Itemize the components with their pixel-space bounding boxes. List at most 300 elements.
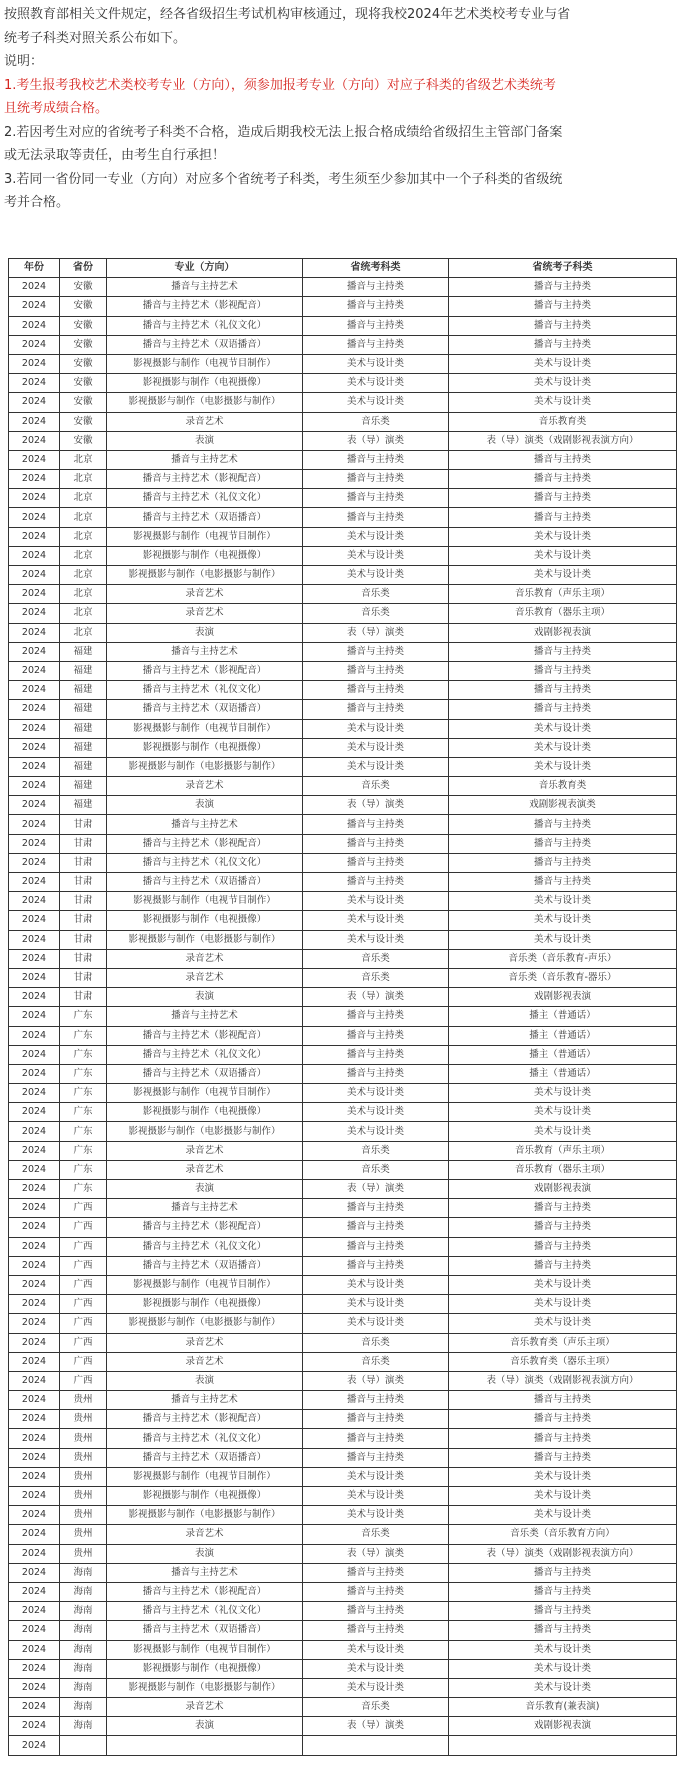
cell-exam-category: 美术与设计类 [303,719,449,738]
cell-exam-category: 播音与主持类 [303,642,449,661]
table-row [9,393,677,412]
cell-exam-category: 音乐类 [303,604,449,623]
cell-year: 2024 [9,1256,60,1275]
cell-province: 安徽 [60,354,107,373]
cell-year: 2024 [9,1544,60,1563]
cell-major: 播音与主持艺术 [107,815,303,834]
cell-year: 2024 [9,892,60,911]
cell-major: 录音艺术 [107,412,303,431]
cell-exam-subcategory: 播音与主持类 [449,335,677,354]
cell-year: 2024 [9,1698,60,1717]
cell-exam-subcategory: 播音与主持类 [449,1602,677,1621]
cell-exam-subcategory: 音乐类（音乐教育-器乐） [449,968,677,987]
cell-province: 广西 [60,1275,107,1294]
cell-province: 甘肃 [60,949,107,968]
table-row [9,1007,677,1026]
table-row [9,1352,677,1371]
cell-year: 2024 [9,431,60,450]
cell-exam-category: 播音与主持类 [303,1410,449,1429]
cell-exam-category: 美术与设计类 [303,354,449,373]
cell-province: 北京 [60,585,107,604]
table-row [9,1736,677,1755]
cell-exam-subcategory: 播音与主持类 [449,316,677,335]
cell-province: 广东 [60,1084,107,1103]
cell-year: 2024 [9,566,60,585]
cell-exam-category: 音乐类 [303,585,449,604]
cell-province: 贵州 [60,1487,107,1506]
cell-exam-subcategory: 美术与设计类 [449,354,677,373]
intro-line-2: 统考子科类对照关系公布如下。 [4,30,187,46]
cell-exam-subcategory: 戏剧影视表演 [449,623,677,642]
cell-year: 2024 [9,1180,60,1199]
cell-province: 海南 [60,1717,107,1736]
cell-year: 2024 [9,1659,60,1678]
cell-year: 2024 [9,1621,60,1640]
cell-exam-category: 播音与主持类 [303,1563,449,1582]
cell-major: 播音与主持艺术 [107,1563,303,1582]
cell-year: 2024 [9,1237,60,1256]
cell-province: 广东 [60,1103,107,1122]
table-body [9,278,677,1755]
cell-year: 2024 [9,1563,60,1582]
table-row [9,1410,677,1429]
cell-year: 2024 [9,1602,60,1621]
cell-major [107,1736,303,1755]
table-row [9,354,677,373]
cell-exam-subcategory: 音乐教育(兼表演) [449,1698,677,1717]
cell-province: 福建 [60,738,107,757]
cell-year: 2024 [9,777,60,796]
cell-province: 北京 [60,470,107,489]
cell-year: 2024 [9,1352,60,1371]
cell-province: 北京 [60,527,107,546]
cell-exam-subcategory: 音乐教育（器乐主项） [449,1160,677,1179]
cell-province: 甘肃 [60,911,107,930]
cell-exam-category: 表（导）演类 [303,1371,449,1390]
cell-exam-subcategory: 美术与设计类 [449,1640,677,1659]
cell-exam-subcategory: 播音与主持类 [449,1410,677,1429]
cell-exam-subcategory: 表（导）演类（戏剧影视表演方向） [449,1544,677,1563]
cell-exam-subcategory: 播主（普通话） [449,1045,677,1064]
major-mapping-table-wrapper [8,258,676,1756]
table-row [9,1678,677,1697]
cell-province: 北京 [60,566,107,585]
cell-exam-category: 美术与设计类 [303,1659,449,1678]
cell-province: 贵州 [60,1506,107,1525]
cell-province: 甘肃 [60,988,107,1007]
cell-exam-category: 播音与主持类 [303,450,449,469]
cell-year: 2024 [9,546,60,565]
table-row [9,1333,677,1352]
cell-province: 安徽 [60,297,107,316]
table-row [9,1045,677,1064]
table-row [9,1717,677,1736]
cell-exam-category: 表（导）演类 [303,1180,449,1199]
cell-year: 2024 [9,470,60,489]
cell-province: 安徽 [60,431,107,450]
cell-exam-subcategory: 音乐类（音乐教育-声乐） [449,949,677,968]
cell-province: 广西 [60,1237,107,1256]
cell-exam-subcategory: 美术与设计类 [449,1084,677,1103]
table-row [9,278,677,297]
cell-exam-category: 美术与设计类 [303,930,449,949]
cell-major: 播音与主持艺术（影视配音） [107,1410,303,1429]
cell-major: 影视摄影与制作（电视摄像） [107,911,303,930]
cell-exam-category: 表（导）演类 [303,796,449,815]
cell-year: 2024 [9,527,60,546]
cell-year: 2024 [9,374,60,393]
cell-year: 2024 [9,1525,60,1544]
table-row [9,470,677,489]
cell-major: 播音与主持艺术 [107,1391,303,1410]
cell-exam-subcategory: 美术与设计类 [449,757,677,776]
cell-exam-subcategory: 美术与设计类 [449,1314,677,1333]
cell-province: 甘肃 [60,873,107,892]
cell-major: 播音与主持艺术（礼仪文化） [107,1602,303,1621]
cell-exam-category: 美术与设计类 [303,1487,449,1506]
cell-major: 影视摄影与制作（电视节目制作） [107,1084,303,1103]
cell-exam-category: 播音与主持类 [303,1256,449,1275]
cell-major: 播音与主持艺术（影视配音） [107,470,303,489]
cell-exam-subcategory: 美术与设计类 [449,719,677,738]
cell-exam-category: 音乐类 [303,968,449,987]
cell-exam-subcategory: 美术与设计类 [449,1103,677,1122]
cell-major: 播音与主持艺术（礼仪文化） [107,681,303,700]
cell-exam-category: 播音与主持类 [303,278,449,297]
cell-province: 广东 [60,1045,107,1064]
cell-exam-subcategory: 播音与主持类 [449,1256,677,1275]
cell-year: 2024 [9,1218,60,1237]
table-row [9,1602,677,1621]
table-row [9,1582,677,1601]
table-row [9,930,677,949]
note-1-line-1: 1.考生报考我校艺术类校考专业（方向），须参加报考专业（方向）对应子科类的省级艺术类统考 [4,77,556,93]
cell-major: 录音艺术 [107,1141,303,1160]
cell-major: 影视摄影与制作（电影摄影与制作） [107,930,303,949]
cell-exam-subcategory: 美术与设计类 [449,527,677,546]
cell-year: 2024 [9,354,60,373]
cell-major: 录音艺术 [107,1333,303,1352]
cell-major: 表演 [107,1180,303,1199]
table-row [9,585,677,604]
cell-year: 2024 [9,1199,60,1218]
table-row [9,681,677,700]
cell-exam-category: 播音与主持类 [303,700,449,719]
cell-year: 2024 [9,1448,60,1467]
table-row [9,661,677,680]
cell-exam-subcategory: 播音与主持类 [449,1621,677,1640]
cell-exam-subcategory: 播音与主持类 [449,1582,677,1601]
cell-exam-subcategory: 美术与设计类 [449,1487,677,1506]
cell-exam-category: 美术与设计类 [303,1640,449,1659]
cell-year: 2024 [9,1410,60,1429]
cell-exam-subcategory: 播音与主持类 [449,834,677,853]
table-row [9,949,677,968]
cell-province: 甘肃 [60,892,107,911]
cell-major: 表演 [107,623,303,642]
table-row [9,489,677,508]
cell-major: 播音与主持艺术（双语播音） [107,700,303,719]
cell-major: 影视摄影与制作（电视摄像） [107,1659,303,1678]
cell-year: 2024 [9,1295,60,1314]
cell-province: 北京 [60,604,107,623]
table-row [9,719,677,738]
cell-major: 影视摄影与制作（电视节目制作） [107,1275,303,1294]
cell-year: 2024 [9,1064,60,1083]
cell-year: 2024 [9,1141,60,1160]
cell-exam-subcategory: 播音与主持类 [449,661,677,680]
table-row [9,374,677,393]
cell-exam-category: 表（导）演类 [303,1717,449,1736]
cell-major: 播音与主持艺术（礼仪文化） [107,1429,303,1448]
cell-province: 福建 [60,777,107,796]
cell-year: 2024 [9,1429,60,1448]
table-row [9,834,677,853]
table-row [9,623,677,642]
cell-year: 2024 [9,412,60,431]
cell-exam-category: 播音与主持类 [303,1199,449,1218]
cell-province: 贵州 [60,1429,107,1448]
cell-year: 2024 [9,796,60,815]
cell-province: 广西 [60,1352,107,1371]
cell-year: 2024 [9,1045,60,1064]
cell-province: 广东 [60,1007,107,1026]
cell-year: 2024 [9,335,60,354]
cell-province: 甘肃 [60,853,107,872]
cell-exam-subcategory: 美术与设计类 [449,1275,677,1294]
cell-exam-category: 播音与主持类 [303,316,449,335]
cell-exam-subcategory: 美术与设计类 [449,1659,677,1678]
cell-exam-category: 播音与主持类 [303,1007,449,1026]
cell-province: 贵州 [60,1448,107,1467]
cell-year: 2024 [9,1487,60,1506]
cell-exam-subcategory: 播音与主持类 [449,1199,677,1218]
table-row [9,1659,677,1678]
cell-exam-subcategory: 音乐教育类 [449,412,677,431]
table-row [9,1256,677,1275]
cell-province: 海南 [60,1698,107,1717]
cell-year: 2024 [9,834,60,853]
note-2-line-2: 或无法录取等责任，由考生自行承担！ [4,148,226,163]
cell-year: 2024 [9,278,60,297]
cell-exam-subcategory: 播音与主持类 [449,1429,677,1448]
cell-exam-subcategory: 播音与主持类 [449,873,677,892]
cell-major: 影视摄影与制作（电影摄影与制作） [107,1314,303,1333]
table-row [9,508,677,527]
cell-exam-subcategory: 美术与设计类 [449,892,677,911]
cell-exam-subcategory: 音乐教育类（声乐主项） [449,1333,677,1352]
cell-exam-subcategory: 播音与主持类 [449,1448,677,1467]
cell-major: 录音艺术 [107,968,303,987]
cell-province: 海南 [60,1602,107,1621]
header-province: 省份 [60,259,107,278]
table-row [9,1084,677,1103]
major-mapping-table [8,258,677,1756]
cell-year: 2024 [9,700,60,719]
cell-exam-category: 播音与主持类 [303,1448,449,1467]
table-row [9,297,677,316]
cell-province: 北京 [60,450,107,469]
cell-year: 2024 [9,585,60,604]
table-row [9,1122,677,1141]
cell-province: 广西 [60,1199,107,1218]
cell-province: 福建 [60,796,107,815]
table-row [9,1487,677,1506]
cell-year: 2024 [9,1026,60,1045]
cell-exam-subcategory: 美术与设计类 [449,1467,677,1486]
cell-exam-subcategory: 播音与主持类 [449,1218,677,1237]
cell-year: 2024 [9,757,60,776]
note-3-line-1: 3.若同一省份同一专业（方向）对应多个省统考子科类，考生须至少参加其中一个子科类的省级统 [4,171,563,187]
cell-exam-category: 美术与设计类 [303,1122,449,1141]
cell-year: 2024 [9,1371,60,1390]
cell-exam-category: 美术与设计类 [303,1314,449,1333]
cell-exam-subcategory: 播音与主持类 [449,297,677,316]
cell-year: 2024 [9,1160,60,1179]
notes-label: 说明： [4,54,44,69]
table-row [9,911,677,930]
cell-province: 贵州 [60,1391,107,1410]
table-row [9,335,677,354]
cell-major: 播音与主持艺术（礼仪文化） [107,489,303,508]
cell-province: 海南 [60,1582,107,1601]
cell-province: 海南 [60,1563,107,1582]
cell-major: 播音与主持艺术（双语播音） [107,508,303,527]
cell-province: 广东 [60,1026,107,1045]
table-row [9,988,677,1007]
cell-year: 2024 [9,297,60,316]
cell-exam-subcategory: 音乐类（音乐教育方向） [449,1525,677,1544]
cell-major: 录音艺术 [107,1160,303,1179]
table-row [9,1391,677,1410]
cell-year: 2024 [9,316,60,335]
cell-major: 表演 [107,431,303,450]
cell-exam-subcategory: 戏剧影视表演 [449,1717,677,1736]
cell-major: 播音与主持艺术（双语播音） [107,1621,303,1640]
cell-year: 2024 [9,508,60,527]
cell-province: 广西 [60,1314,107,1333]
cell-year: 2024 [9,873,60,892]
cell-province: 安徽 [60,374,107,393]
table-row [9,1506,677,1525]
cell-major: 影视摄影与制作（电影摄影与制作） [107,393,303,412]
cell-year: 2024 [9,815,60,834]
table-row [9,546,677,565]
cell-exam-subcategory: 播主（普通话） [449,1026,677,1045]
cell-exam-category: 美术与设计类 [303,546,449,565]
cell-exam-subcategory: 播音与主持类 [449,853,677,872]
cell-year: 2024 [9,1467,60,1486]
table-row [9,1199,677,1218]
cell-major: 表演 [107,1544,303,1563]
cell-exam-subcategory: 播音与主持类 [449,508,677,527]
cell-exam-subcategory: 播音与主持类 [449,470,677,489]
cell-major: 播音与主持艺术（双语播音） [107,873,303,892]
table-row [9,968,677,987]
cell-major: 播音与主持艺术 [107,642,303,661]
cell-year: 2024 [9,489,60,508]
cell-province: 广东 [60,1180,107,1199]
cell-exam-category: 播音与主持类 [303,1045,449,1064]
cell-year: 2024 [9,393,60,412]
table-header-row [9,259,677,278]
cell-exam-subcategory: 音乐教育（器乐主项） [449,604,677,623]
cell-exam-category: 音乐类 [303,949,449,968]
cell-year: 2024 [9,911,60,930]
cell-province: 海南 [60,1678,107,1697]
cell-major: 影视摄影与制作（电视摄像） [107,546,303,565]
table-row [9,1141,677,1160]
table-row [9,316,677,335]
cell-year: 2024 [9,1007,60,1026]
cell-major: 录音艺术 [107,1352,303,1371]
cell-major: 影视摄影与制作（电视节目制作） [107,1467,303,1486]
cell-province: 贵州 [60,1467,107,1486]
table-row [9,604,677,623]
table-row [9,796,677,815]
cell-exam-subcategory: 美术与设计类 [449,1122,677,1141]
cell-exam-category: 表（导）演类 [303,431,449,450]
cell-province: 广东 [60,1141,107,1160]
cell-exam-category: 播音与主持类 [303,297,449,316]
cell-exam-subcategory: 美术与设计类 [449,1506,677,1525]
cell-year: 2024 [9,930,60,949]
cell-exam-category [303,1736,449,1755]
table-row [9,1544,677,1563]
cell-major: 影视摄影与制作（电影摄影与制作） [107,1122,303,1141]
cell-exam-category: 播音与主持类 [303,681,449,700]
cell-year: 2024 [9,1582,60,1601]
cell-year: 2024 [9,1717,60,1736]
cell-exam-subcategory: 播音与主持类 [449,681,677,700]
cell-year: 2024 [9,681,60,700]
cell-major: 播音与主持艺术（双语播音） [107,1256,303,1275]
cell-exam-subcategory: 美术与设计类 [449,393,677,412]
cell-exam-category: 播音与主持类 [303,815,449,834]
table-row [9,1621,677,1640]
cell-province [60,1736,107,1755]
cell-major: 影视摄影与制作（电视节目制作） [107,354,303,373]
cell-exam-subcategory: 美术与设计类 [449,546,677,565]
table-row [9,1103,677,1122]
cell-exam-category: 美术与设计类 [303,1506,449,1525]
cell-major: 影视摄影与制作（电视摄像） [107,1487,303,1506]
cell-major: 影视摄影与制作（电影摄影与制作） [107,757,303,776]
table-row [9,1563,677,1582]
cell-exam-subcategory: 美术与设计类 [449,930,677,949]
cell-major: 表演 [107,1717,303,1736]
cell-province: 广东 [60,1122,107,1141]
cell-exam-category: 美术与设计类 [303,892,449,911]
cell-year: 2024 [9,661,60,680]
cell-province: 安徽 [60,335,107,354]
cell-province: 北京 [60,623,107,642]
cell-year: 2024 [9,1506,60,1525]
cell-year: 2024 [9,1736,60,1755]
cell-exam-category: 表（导）演类 [303,1544,449,1563]
cell-province: 贵州 [60,1410,107,1429]
cell-year: 2024 [9,1314,60,1333]
cell-major: 播音与主持艺术（影视配音） [107,834,303,853]
cell-major: 播音与主持艺术（双语播音） [107,1448,303,1467]
table-row [9,873,677,892]
cell-major: 播音与主持艺术（礼仪文化） [107,1045,303,1064]
cell-province: 广西 [60,1333,107,1352]
cell-exam-subcategory: 美术与设计类 [449,911,677,930]
table-row [9,738,677,757]
table-row [9,1275,677,1294]
table-row [9,1698,677,1717]
